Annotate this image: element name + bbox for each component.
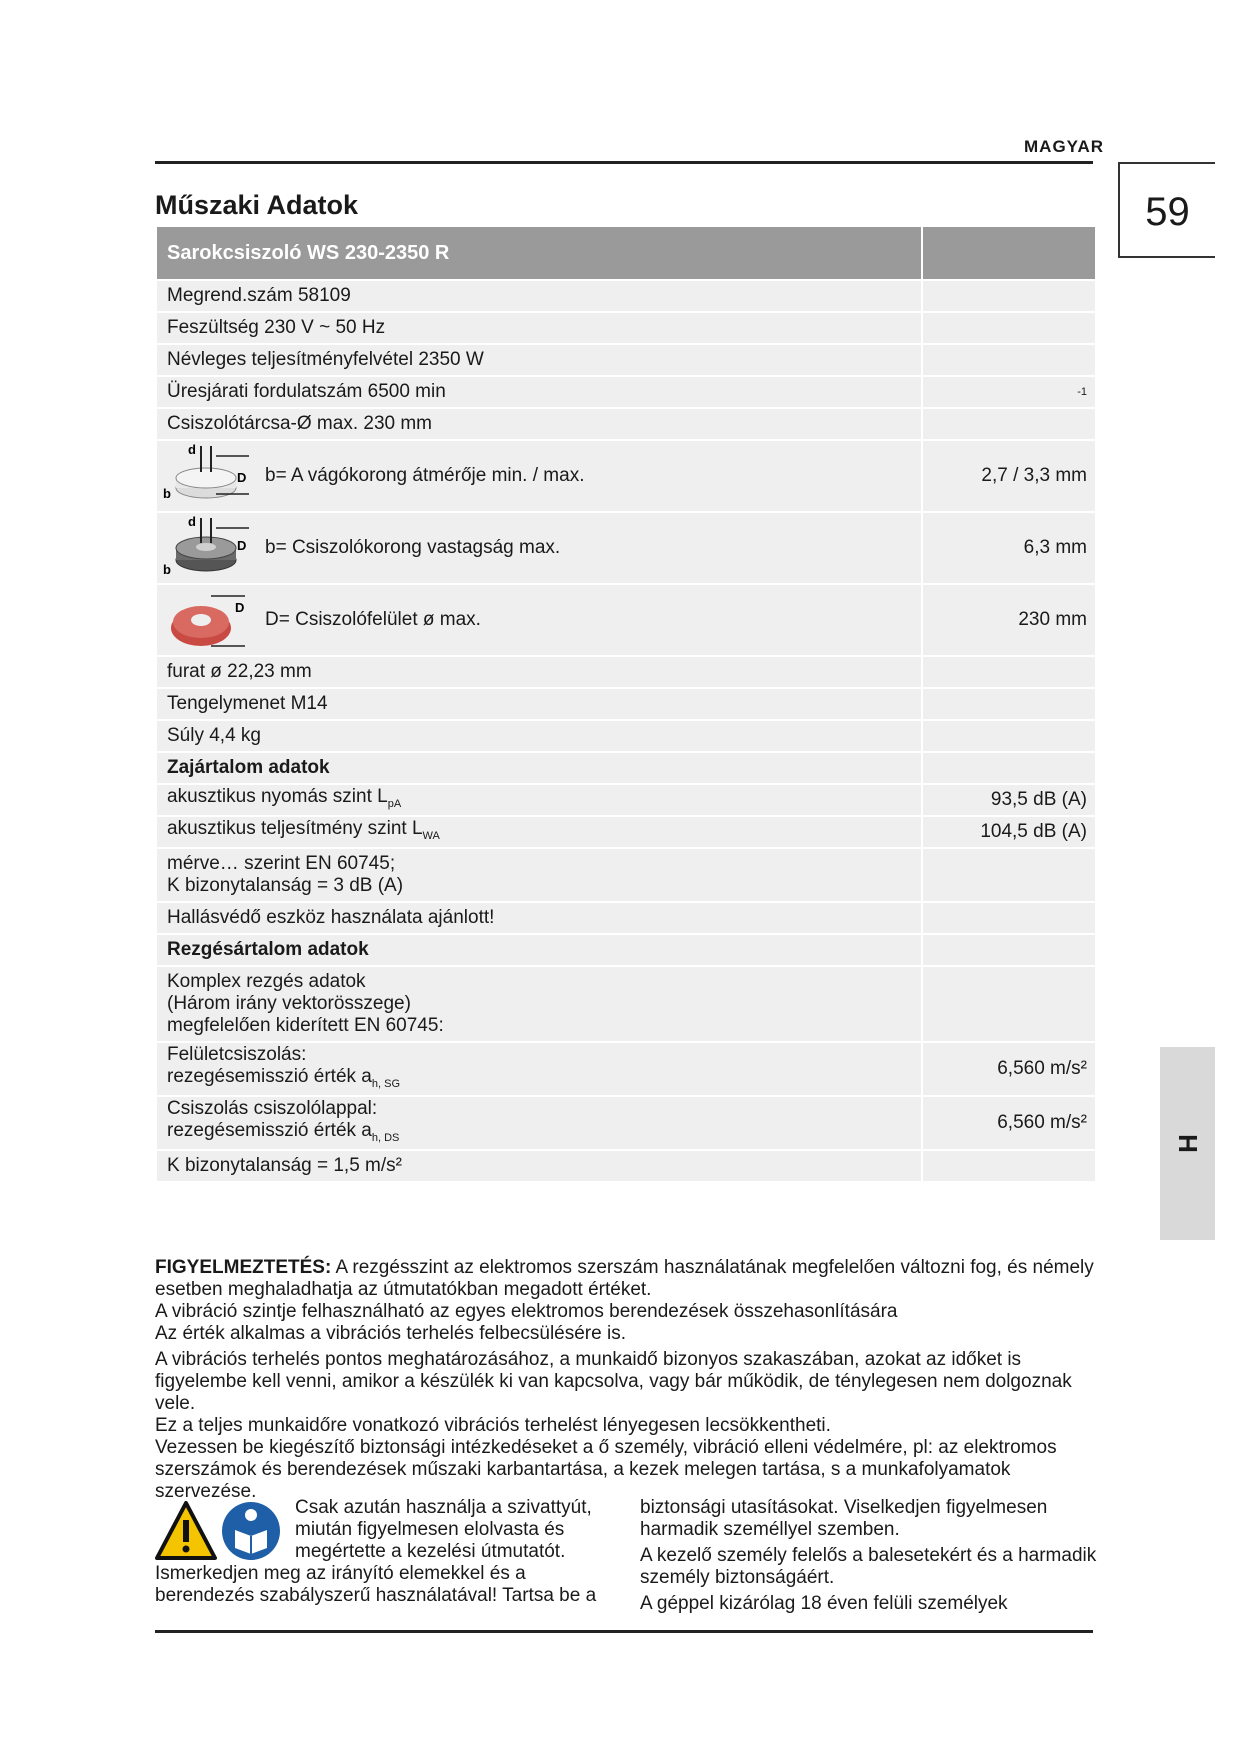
grinding-disc-icon [161,514,251,582]
side-tab-letter: H [1173,1134,1203,1153]
table-row [157,1043,1095,1095]
warning-text-4: A vibrációs terhelés pontos meghatározásához, a munkaidő bizonyos szakaszában, azokat az időket is figyelembe kell venni, amikor a készülék ki van kapcsolva, vagy bár működik, de ténylegesen nem dolgoznak vele. [155,1349,1072,1414]
table-row [157,377,1095,407]
svg-text:D: D [237,538,247,553]
table-row [157,935,1095,965]
complex-vibration-line2: (Három irány vektorösszege) [167,993,411,1014]
cutting-disc-value: 2,7 / 3,3 mm [923,441,1095,511]
safety-line-1: Csak azután használja a szivattyút, [295,1497,592,1518]
table-row [157,1097,1095,1149]
surface-grinding-emission: rezegésemisszió érték a [167,1065,372,1087]
speed-exponent: -1 [1077,386,1087,398]
warning-text-6: Vezessen be kiegészítő biztonsági intézkedéseket a ő személy, vibráció elleni védelmére, pl: az elektromos szerszámok és berendezések műszaki karbantartása, a kezek melegen tartása, s a munkafolyamatok szervezése. [155,1437,1057,1502]
table-row [157,817,1095,847]
table-row [157,513,1095,583]
safety-line-4: Ismerkedjen meg az irányító elemekkel és a [155,1563,526,1584]
bottom-divider [155,1630,1093,1633]
warning-text-1: A rezgésszint az elektromos szerszám használatának megfelelően változni fog, és némely esetben meghaladhatja az útmutatókban megadott értéket. [155,1257,1094,1300]
warning-section [155,1257,1100,1503]
section-title: Műszaki Adatok [155,190,359,220]
rated-power: Névleges teljesítményfelvétel 2350 W [157,345,921,375]
model-name: Sarokcsiszoló WS 230-2350 R [157,227,921,279]
idle-speed: Üresjárati fordulatszám 6500 min [157,377,921,407]
table-row [157,657,1095,687]
table-row [157,585,1095,655]
safety-line-5: berendezés szabályszerű használatával! Tartsa be a [155,1585,597,1606]
voltage: Feszültség 230 V ~ 50 Hz [157,313,921,343]
table-row [157,849,1095,901]
warning-text-2: A vibráció szintje felhasználható az egyes elektromos berendezések összehasonlítására [155,1301,898,1322]
spindle-thread: Tengelymenet M14 [157,689,921,719]
warning-text-3: Az érték alkalmas a vibrációs terhelés felbecsülésére is. [155,1323,626,1344]
warning-text-5: Ez a teljes munkaidőre vonatkozó vibrációs terhelést lényegesen lecsökkentheti. [155,1415,831,1436]
safety-line-2: miután figyelmesen elolvasta és [295,1519,565,1540]
complex-vibration-line3: megfelelően kiderített EN 60745: [167,1015,444,1036]
surface-grinding-subscript: h, SG [371,1077,400,1090]
flap-disc-icon [161,586,251,654]
svg-text:b: b [163,486,171,501]
bore: furat ø 22,23 mm [157,657,921,687]
complex-vibration-line1: Komplex rezgés adatok [167,971,366,992]
noise-heading: Zajártalom adatok [157,753,921,783]
table-row [157,753,1095,783]
table-row [157,441,1095,511]
svg-text:d: d [188,442,196,457]
sound-pressure-value: 93,5 dB (A) [923,785,1095,815]
flap-disc-value: 230 mm [923,585,1095,655]
table-row [157,313,1095,343]
flap-disc-label: D= Csiszolófelület ø max. [265,609,481,630]
vibration-heading: Rezgésártalom adatok [157,935,921,965]
safety-right-text-3: A géppel kizárólag 18 éven felüli személyek [640,1593,1008,1614]
sound-pressure-subscript: pA [387,797,402,810]
table-row [157,903,1095,933]
svg-text:b: b [163,562,171,577]
disc-diameter: Csiszolótárcsa-Ø max. 230 mm [157,409,921,439]
surface-grinding-value: 6,560 m/s² [923,1043,1095,1095]
order-number: Megrend.szám 58109 [157,281,921,311]
grinding-disc-value: 6,3 mm [923,513,1095,583]
svg-text:D: D [235,600,245,615]
noise-uncertainty: K bizonytalanság = 3 dB (A) [167,875,404,896]
safety-left-column [155,1497,625,1607]
table-row [157,1151,1095,1181]
table-row [157,689,1095,719]
table-row [157,345,1095,375]
sound-pressure-label: akusztikus nyomás szint L [167,785,388,807]
safety-line-3: megértette a kezelési útmutatót. [295,1541,566,1562]
sound-power-label: akusztikus teljesítmény szint L [167,817,423,839]
sanding-label: Csiszolás csiszolólappal: [167,1097,378,1119]
spec-table [157,227,1095,1183]
table-row [157,721,1095,751]
sanding-emission: rezegésemisszió érték a [167,1119,372,1141]
warning-label: FIGYELMEZTETÉS: [155,1257,332,1278]
safety-right-text-2: A kezelő személy felelős a balesetekért és a harmadik személy biztonságáért. [640,1545,1097,1588]
weight: Súly 4,4 kg [157,721,921,751]
svg-text:d: d [188,514,196,529]
svg-text:D: D [237,470,247,485]
sound-power-value: 104,5 dB (A) [923,817,1095,847]
page-number: 59 [1145,190,1190,234]
measured-standard: mérve… szerint EN 60745; [167,853,396,874]
top-divider [155,161,1093,164]
sanding-value: 6,560 m/s² [923,1097,1095,1149]
table-row [157,281,1095,311]
language-side-tab [1160,1047,1215,1240]
cutting-disc-icon [161,442,251,510]
sanding-subscript: h, DS [371,1131,400,1144]
safety-right-column [640,1497,1100,1619]
grinding-disc-label: b= Csiszolókorong vastagság max. [265,537,561,558]
spec-header-row [157,227,1095,279]
table-row [157,967,1095,1041]
vibration-uncertainty: K bizonytalanság = 1,5 m/s² [157,1151,921,1181]
page-number-box [1118,162,1215,258]
language-label: MAGYAR [1024,137,1104,156]
safety-right-text-1: biztonsági utasításokat. Viselkedjen figyelmesen harmadik személlyel szemben. [640,1497,1048,1540]
table-row [157,409,1095,439]
hearing-protection-note: Hallásvédő eszköz használata ajánlott! [157,903,921,933]
surface-grinding-label: Felületcsiszolás: [167,1043,307,1065]
cutting-disc-label: b= A vágókorong átmérője min. / max. [265,465,585,486]
sound-power-subscript: WA [422,829,440,842]
table-row [157,785,1095,815]
